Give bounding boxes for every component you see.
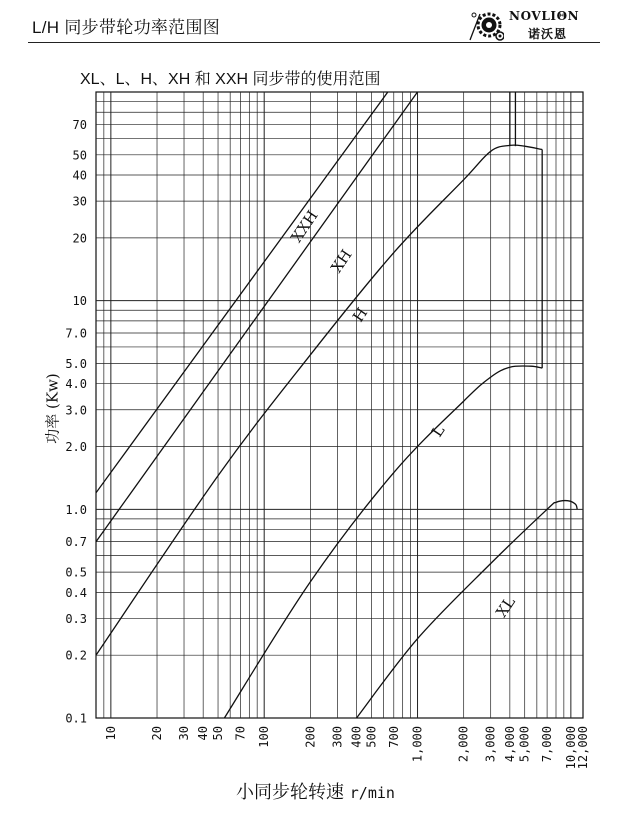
y-tick-label: 10 bbox=[72, 294, 87, 309]
series-line-xl bbox=[357, 501, 578, 718]
x-tick-label: 2,000 bbox=[456, 726, 471, 763]
y-tick-label: 0.1 bbox=[65, 711, 87, 726]
x-tick-label: 7,000 bbox=[540, 726, 555, 763]
y-tick-label: 20 bbox=[72, 231, 87, 246]
x-tick-label: 5,000 bbox=[517, 726, 532, 763]
brand-name-en: NOVLIΘN bbox=[509, 9, 580, 23]
x-axis-unit: r/min bbox=[349, 784, 395, 802]
series-label-l: L bbox=[427, 421, 449, 441]
x-tick-label: 20 bbox=[150, 726, 165, 741]
y-tick-label: 5.0 bbox=[65, 356, 87, 371]
y-tick-label: 7.0 bbox=[65, 326, 87, 341]
y-tick-label: 0.5 bbox=[65, 565, 87, 580]
x-axis-title: 小同步轮转速 bbox=[236, 782, 345, 803]
y-tick-label: 40 bbox=[72, 168, 87, 183]
x-tick-label: 100 bbox=[257, 726, 272, 748]
series-label-h: H bbox=[349, 304, 372, 326]
y-tick-label: 30 bbox=[72, 194, 87, 209]
x-tick-label: 70 bbox=[233, 726, 248, 741]
x-tick-label: 12,000 bbox=[576, 726, 590, 770]
chart-title: XL、L、H、XH 和 XXH 同步带的使用范围 bbox=[80, 71, 381, 88]
series-label-xxh: XXH bbox=[287, 207, 322, 246]
y-tick-label: 4.0 bbox=[65, 377, 87, 392]
y-tick-label: 0.2 bbox=[65, 648, 87, 663]
y-axis-label: 功率 (Kw) bbox=[43, 373, 62, 444]
x-tick-label: 300 bbox=[330, 726, 345, 748]
x-tick-label: 700 bbox=[386, 726, 401, 748]
series-label-xl: XL bbox=[492, 593, 519, 621]
y-tick-label: 70 bbox=[72, 117, 87, 132]
x-tick-label: 500 bbox=[364, 726, 379, 748]
y-tick-label: 1.0 bbox=[65, 502, 87, 517]
y-tick-label: 0.7 bbox=[65, 535, 87, 550]
x-tick-label: 50 bbox=[211, 726, 226, 741]
x-axis-label bbox=[0, 778, 631, 804]
y-tick-label: 50 bbox=[72, 148, 87, 163]
x-tick-label: 1,000 bbox=[410, 726, 425, 763]
y-tick-label: 0.3 bbox=[65, 611, 87, 626]
document-title: L/H 同步带轮功率范围图 bbox=[32, 18, 221, 37]
series-label-xh: XH bbox=[327, 246, 356, 277]
y-tick-label: 2.0 bbox=[65, 440, 87, 455]
x-tick-label: 40 bbox=[196, 726, 211, 741]
x-tick-label: 400 bbox=[349, 726, 364, 748]
x-tick-label: 4,000 bbox=[502, 726, 517, 763]
y-tick-label: 0.4 bbox=[65, 585, 87, 600]
x-tick-label: 3,000 bbox=[483, 726, 498, 763]
brand-name-cn: 诺沃恩 bbox=[528, 27, 568, 41]
series-line-xxh bbox=[96, 92, 388, 493]
x-tick-label: 10 bbox=[103, 726, 118, 741]
x-tick-label: 200 bbox=[303, 726, 318, 748]
y-tick-label: 3.0 bbox=[65, 403, 87, 418]
x-tick-label: 30 bbox=[177, 726, 192, 741]
x-tick-label: 10,000 bbox=[563, 726, 578, 770]
